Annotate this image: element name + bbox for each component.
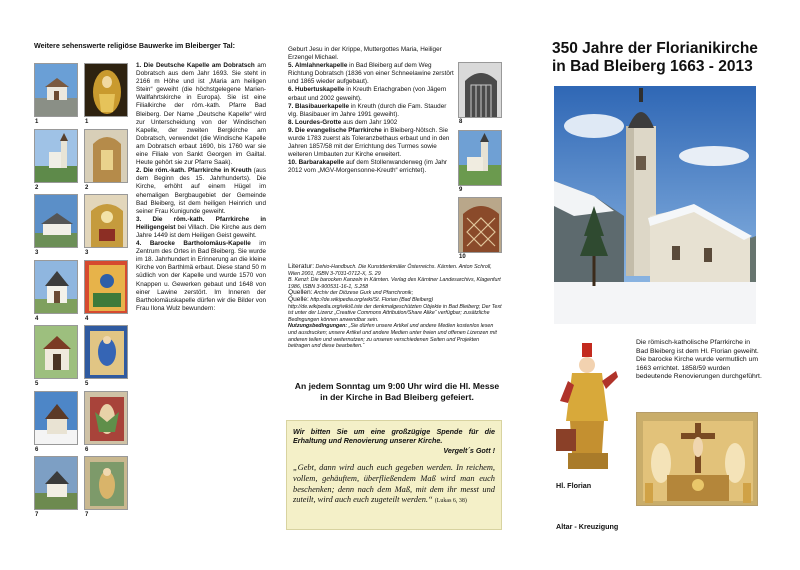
church-hero-photo [554, 86, 756, 324]
literature-entry: Dehio-Handbuch. Die Kunstdenkmäler Österreichs. Kärnten. Anton Schroll, Wien 2001, ISBN 3-7031-0712-X, S. 29 [288, 264, 492, 277]
thumbnail-church-photo [34, 194, 78, 248]
paragraph-title: 5. Almlahnerkapelle [288, 62, 348, 70]
thumbnail-row [34, 325, 132, 391]
sources-text: Archiv der Diözese Gurk und Pfarrchronik; [313, 290, 414, 297]
page-title [552, 40, 767, 76]
paragraph-lourdes [288, 119, 454, 127]
usage-text: „Sie dürfen unsere Artikel und andere Medien kostenlos lesen und ausdrucken; unsere Artikel und andere Medien unter freien und offenen Lizenzen mit anderen teilen und weiternutzen; zu unseren verschiedenen Seiten und Projekten beitragen und diese bearbeiten.“ [288, 323, 497, 350]
title-line-2: in Bad Bleiberg 1663 - 2013 [552, 58, 753, 75]
paragraph-almlahner [288, 62, 454, 86]
thumbnail-number: 7 [85, 512, 89, 518]
paragraph-title: 8. Lourdes-Grotte [288, 118, 342, 126]
paragraph-deutsche-kapelle [136, 62, 266, 167]
thumbnail-number: 2 [85, 184, 89, 191]
paragraph-title: 1. Die Deutsche Kapelle am Dobratsch [136, 62, 255, 69]
thumbnail-chapel-photo [34, 325, 78, 379]
middle-column-text [288, 46, 454, 176]
thumbnail-row [34, 194, 132, 260]
paragraph-bartholomaeus [136, 240, 266, 313]
thumbnail-chapel-gate [458, 197, 502, 253]
florian-statue-photo [552, 341, 624, 473]
caption-altar: Altar - Kreuzigung [556, 522, 619, 531]
thumbnail-painting-archangel [84, 391, 128, 445]
thumbnail-number: 5 [85, 381, 89, 387]
thumbnail-row [34, 129, 132, 195]
altar-crucifixion-photo [636, 412, 758, 506]
quote-text: „Gebt, dann wird auch euch gegeben werden. In reichem, vollem, gehäuftem, überfließendem Maß wird man euch beschenken; denn nach dem Maß, mit dem ihr messt und zuteilt, wird auch euch zugeteilt werden.“ [293, 463, 495, 505]
paragraph-blasibauer [288, 103, 454, 119]
literature-box [288, 264, 502, 350]
thumbnail-number: 10 [459, 254, 466, 260]
source-text: http://de.wikipedia.org/wiki/St. Florian (Bad Bleiberg) http://de.wikipedia.org/wiki/Liste der denkmalgeschützten Objekte in Bad Bleiberg; Der Text ist unter der Lizenz „Creative Commons Attribution/Share Alike“ verfügbar; zusätzliche Bedingungen können anwendbar sein. [288, 296, 502, 323]
thumbnail-number: 4 [85, 315, 89, 322]
thumbnail-number: 8 [459, 119, 463, 125]
usage-heading: Nutzungsbedingungen: [288, 323, 348, 330]
source-heading: Quelle: [288, 295, 309, 303]
paragraph-title: 7. Blasibauerkapelle [288, 102, 350, 110]
paragraph-body: bei Villach. Die Kirche aus dem Jahre 1449 ist dem Heiligen Geist geweiht. [136, 223, 267, 239]
thumbnail-altar-photo [84, 194, 128, 248]
mass-notice: An jedem Sonntag um 9:00 Uhr wird die Hl. Messe in der Kirche in Bad Bleiberg gefeiert. [294, 381, 500, 402]
thumbnail-row [34, 260, 132, 326]
paragraph-body: auf dem Stollenwanderweg (im Jahr 2012 vom „MGV-Morgensonne-Kreuth“ errichtet). [288, 159, 448, 175]
paragraph-title: 10. Barbarakapelle [288, 159, 345, 167]
paragraph-heiligengeist [136, 216, 266, 240]
left-thumbnail-grid [34, 63, 132, 522]
thumbnail-church-photo [34, 129, 78, 183]
literature-heading: Literatur: [288, 263, 315, 270]
sources-heading: Quellen: [288, 289, 313, 297]
thumbnail-row [34, 391, 132, 457]
paragraph-body: in Bleiberg-Nötsch. Sie wurde 1783 zuerst als Toleranzbethaus erbaut und in den Jahren 1857/58 mit der Errichtung des Turmes sowie weiteren Umbauten zur Kirche erweitert. [288, 126, 450, 159]
thumbnail-interior-photo [84, 129, 128, 183]
paragraph-body: in Kreuth Erlachgraben (von Jägern erbaut und 2002 geweiht). [288, 86, 447, 102]
paragraph-body: am Dobratsch aus dem Jahr 1693. Sie steht in 2166 m Höhe und ist „Maria am heiligen Stein“ geweiht (die höchstgelegene Marien-Wallfahrtskirche in Europa). Sie ist eine Filialkirche der röm.-kath. Pfarre Bad Bleiberg. Der Name „Deutsche Kapelle“ wird zur Unterscheidung von der Windischen Kapelle, der zweiten Bergkirche am Dobratsch, verwendet (die Windische Kapelle am Dobratsch erbaut 1690, bis 1760 war sie eine Filiale von Sankt Georgen im Gailtal. Heute gehört sie zur Pfarre Saak). [136, 62, 267, 167]
thumbnail-number: 9 [459, 187, 463, 193]
thumbnail-number: 1 [35, 119, 39, 125]
thumbnail-number: 6 [85, 446, 89, 453]
donation-box [286, 420, 502, 530]
paragraph-title: 4. Barocke Bartholomäus-Kapelle [136, 240, 251, 248]
paragraph-body: in Kreuth (durch die Fam. Stauder vlg. Blasibauer im Jahre 1991 geweiht). [288, 102, 447, 118]
thumbnail-number: 1 [85, 119, 89, 125]
thumbnail-chapel-photo [34, 391, 78, 445]
paragraph-title: 2. Die röm.-kath. Pfarrkirche in Kreuth [136, 167, 252, 175]
quote-reference: (Lukas 6, 38) [434, 498, 467, 505]
thumbnail-row [34, 63, 132, 129]
left-column-text [136, 62, 266, 313]
paragraph-title: 6. Hubertuskapelle [288, 86, 345, 94]
title-line-1: 350 Jahre der Florianikirche [552, 40, 758, 57]
thumbnail-row [34, 456, 132, 522]
paragraph-intro: Geburt Jesu in der Krippe, Muttergottes Maria, Heiliger Erzengel Michael. [288, 46, 442, 62]
caption-florian: Hl. Florian [556, 481, 592, 490]
thumbnail-grotto-photo [458, 62, 502, 118]
paragraph-body: (aus dem Beginn des 15. Jahrhunderts). Die Kirche, erhöht auf einem Hügel im ehemaligen Bergbaugebiet der Gemeinde Bad Bleiberg, ist dem heiligen Heinrich und seiner Frau Kunigunde geweiht. [136, 167, 267, 215]
thumbnail-number: 2 [35, 184, 39, 191]
thumbnail-church-photo [34, 63, 78, 117]
paragraph-title: 9. Die evangelische Pfarrkirche [288, 126, 382, 134]
paragraph-evangelisch [288, 127, 454, 159]
paragraph-body: aus dem Jahr 1902 [343, 118, 398, 126]
paragraph-hubertus [288, 86, 454, 102]
paragraph-title: 3. Die röm.-kath. Pfarrkirche in Heiligengeist [136, 215, 266, 231]
bible-quote [293, 463, 495, 506]
church-description: Die römisch-katholische Pfarrkirche in Bad Bleiberg ist dem Hl. Florian geweiht. Die barocke Kirche wurde vermutlich um 1663 errichtet. 1858/59 wurden bedeutende Renovierungen durchgeführt. [636, 339, 762, 381]
paragraph-body: im Zentrum des Ortes in Bad Bleiberg. Sie wurde im 18. Jahrhundert in Erinnerung an die kleine Kirche von Barthlmä erbaut. Diese stand 50 m südlich von der Kapelle und wurde 1570 von Knappen u. Gewerken gebaut und 1648 von einer Lawine zerstört. Im Inneren der Bartholomäuskapelle dürfen wir die Bilder von Frau Ilona Wulz bewundern: [136, 240, 266, 312]
thumbnail-number: 7 [35, 512, 39, 518]
paragraph-body: in Bad Bleiberg auf dem Weg Richtung Dobratsch (1836 von einer Schneelawine zerstört und 1865 wieder aufgebaut). [288, 62, 454, 86]
thumbnail-madonna-statue [84, 63, 128, 117]
donation-thanks: Vergelt´s Gott ! [443, 446, 495, 456]
thumbnail-number: 4 [35, 315, 39, 322]
thumbnail-number: 3 [85, 250, 89, 256]
thumbnail-painting-saint [84, 456, 128, 510]
paragraph-kreuth [136, 167, 266, 216]
thumbnail-chapel-photo [34, 456, 78, 510]
thumbnail-painting-nativity [84, 260, 128, 314]
thumbnail-church-photo [458, 130, 502, 186]
thumbnail-painting-madonna [84, 325, 128, 379]
thumbnail-number: 3 [35, 250, 39, 256]
left-column-heading: Weitere sehenswerte religiöse Bauwerke im Bleiberger Tal: [34, 41, 236, 50]
thumbnail-number: 6 [35, 446, 39, 453]
thumbnail-number: 5 [35, 381, 39, 387]
paragraph-barbara [288, 159, 454, 175]
literature-entry: B. Kenzl: Die barocken Kanzeln in Kärnten. Verlag des Kärntner Landesarchivs, Klagenfurt 1986, ISBN 3-900531-16-1, S.258 [288, 277, 501, 290]
thumbnail-chapel-photo [34, 260, 78, 314]
donation-text: Wir bitten Sie um eine großzügige Spende für die Erhaltung und Renovierung unserer Kirche. [293, 427, 495, 446]
